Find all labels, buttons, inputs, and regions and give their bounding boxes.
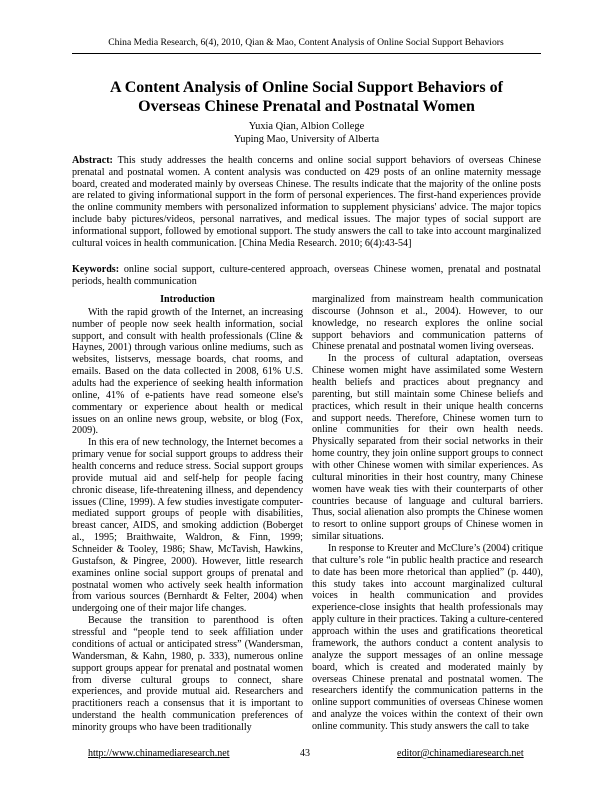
body-paragraph: In the process of cultural adaptation, overseas Chinese women might have assimilated some Western health beliefs and practices about pregnancy and parenting, but still maintain some Chinese beliefs and practices, which result in their unique health concerns and support needs. Therefore, Chinese women turn to online communities for their own health needs. Physically separated from their social networks in their home country, they join online support groups to connect with other Chinese women with similar experiences. As cultural minorities in their host country, many Chinese women have weak ties with their counterparts of other countries because of language and cultural barriers. Thus, social alienation also prompts the Chinese women to resort to online support groups of Chinese women in similar situations. [312,353,543,543]
keywords-text: online social support, culture-centered approach, overseas Chinese women, prenatal and postnatal periods, health communication [72,264,541,287]
abstract-label: Abstract: [72,155,113,166]
author-1: Yuxia Qian, Albion College [248,121,365,132]
keywords [72,264,541,288]
left-column [72,294,303,734]
header-rule [72,53,541,54]
body-paragraph-continuation: marginalized from mainstream health communication discourse (Johnson et al., 2004). However, to our knowledge, no research explores the online social support behaviors and communication patterns of Chinese prenatal and postnatal women living overseas. [312,294,543,353]
footer-email-link[interactable]: editor@chinamediaresearch.net [397,748,524,759]
footer-website-link[interactable]: http://www.chinamediaresearch.net [88,748,230,759]
abstract [72,155,541,249]
keywords-label: Keywords: [72,264,120,275]
author-2: Yuping Mao, University of Alberta [233,133,380,145]
running-head: China Media Research, 6(4), 2010, Qian & Mao, Content Analysis of Online Social Support Behaviors [108,37,504,48]
title-line-1: A Content Analysis of Online Social Support Behaviors of [110,79,503,96]
body-paragraph: Because the transition to parenthood is often stressful and “people tend to seek affiliation under conditions of actual or anticipated stress” (Wandersman, Wandersman, & Kahn, 1980, p. 333), numerous online support groups appear for prenatal and postnatal women from diverse cultural groups to connect, share experiences, and provide mutual aid. Researchers and practitioners reach a consensus that it is important to understand the health communication preferences of minority groups who have been traditionally [72,615,303,733]
abstract-text: This study addresses the health concerns and online social support behaviors of overseas Chinese prenatal and postnatal women. A content analysis was conducted on 429 posts of an online maternity message board, created and moderated mainly by overseas Chinese. The results indicate that the majority of the online posts are related to giving informational support in the form of personal experiences. The first-hand experiences provide the online community members with personalized information to supplement physicians' advice. The major topics include baby pictures/videos, personal narratives, and medical issues. The major types of social support are informational support, followed by emotional support. The study answers the call to take into account marginalized cultural voices in health communication. [China Media Research. 2010; 6(4):43-54] [72,155,541,249]
body-paragraph: With the rapid growth of the Internet, an increasing number of people now seek health information, social support, and consult with health professionals (Cline & Haynes, 2001) through various online mediums, such as websites, listservs, message boards, chat rooms, and emails. Based on the data collected in 2008, 61% U.S. adults had the experience of seeking health information online, 41% of e-patients have read someone else's commentary or experience about health or medical issues on an online news group, website, or blog (Fox, 2009). [72,306,303,437]
title-line-2: Overseas Chinese Prenatal and Postnatal Women [138,98,475,115]
section-heading-introduction: Introduction [160,294,215,305]
right-column [312,294,543,733]
paper-title [72,78,541,116]
body-paragraph: In response to Kreuter and McClure’s (2004) critique that culture’s role “in public health practice and research to date has been more rhetorical than applied” (p. 440), this study takes into account marginalized cultural voices in health communication and provides experience-close insights that health professionals may apply culture in their practices. Taking a culture-centered approach within the uses and gratifications theoretical framework, the authors conduct a content analysis to analyze the support messages of an online message board, which is created and moderated mainly by overseas Chinese prenatal and postnatal women. The researchers identify the communication patterns in the online support communities of overseas Chinese women and analyze the voices within the context of their own online community. This study answers the call to take [312,543,543,732]
page-number: 43 [300,748,310,759]
author-block [72,121,541,146]
body-paragraph: In this era of new technology, the Internet becomes a primary venue for social support groups to address their health concerns and reduce stress. Social support groups provide mutual aid and self-help for people facing chronic disease, life-threatening illness, and dependency issues (Cline, 1999). A few studies investigate computer-mediated support groups of people with disabilities, breast cancer, AIDS, and smoking addiction (Boberget al., 1995; Braithwaite, Waldron, & Finn, 1999; Schneider & Tooley, 1986; Shaw, McTavish, Hawkins, Gustafson, & Pingree, 2000). However, little research examines online social support groups of prenatal and postnatal women who actively seek health information from various sources (Bernhardt & Felter, 2004) when undergoing one of their major life changes. [72,437,303,615]
